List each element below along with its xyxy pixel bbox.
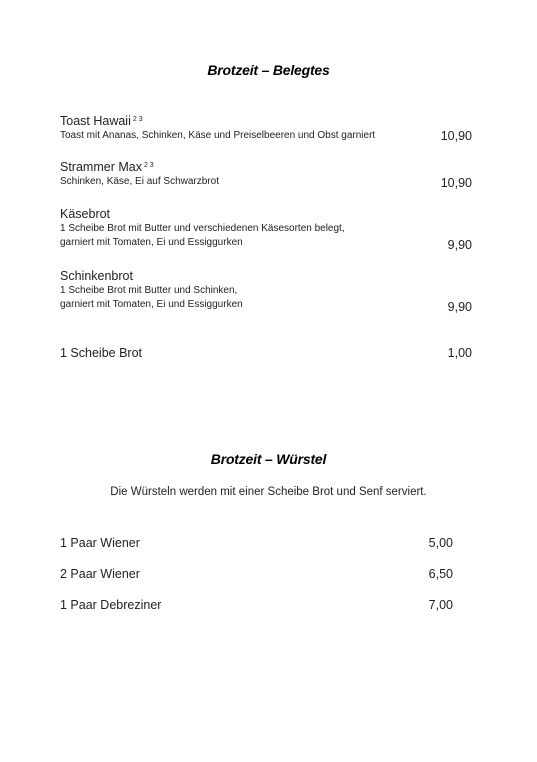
section-note: Die Würsteln werden mit einer Scheibe Brot und Senf serviert. <box>110 486 427 498</box>
item-description-line-1: 1 Scheibe Brot mit Butter und verschiedenen Käsesorten belegt, <box>60 223 345 234</box>
item-price: 9,90 <box>447 238 472 252</box>
item-description: Schinken, Käse, Ei auf Schwarzbrot <box>60 176 219 187</box>
item-description: Toast mit Ananas, Schinken, Käse und Preiselbeeren und Obst garniert <box>60 130 376 141</box>
allergen-superscript: 2 3 <box>143 162 154 169</box>
item-name-row <box>60 160 480 175</box>
item-name: Käsebrot <box>60 207 111 221</box>
item-price: 5,00 <box>428 536 453 550</box>
menu-item-name: 1 Paar Wiener <box>60 536 140 550</box>
item-name: Schinkenbrot <box>60 269 133 283</box>
item-description-line-2: garniert mit Tomaten, Ei und Essiggurken <box>60 237 243 248</box>
item-name-row <box>60 114 480 129</box>
item-price: 6,50 <box>428 567 453 581</box>
section-title-wuerstel: Brotzeit – Würstel <box>210 451 327 467</box>
item-description-line-1: 1 Scheibe Brot mit Butter und Schinken, <box>60 285 238 296</box>
item-description-line-2: garniert mit Tomaten, Ei und Essiggurken <box>60 299 243 310</box>
allergen-superscript: 2 3 <box>132 116 143 123</box>
item-price: 10,90 <box>440 129 472 143</box>
item-name: Strammer Max <box>60 160 142 174</box>
item-name: 1 Scheibe Brot <box>60 346 142 360</box>
item-price: 10,90 <box>440 176 472 190</box>
menu-item-name: 2 Paar Wiener <box>60 567 140 581</box>
item-price: 7,00 <box>428 598 453 612</box>
menu-item-name: 1 Paar Debreziner <box>60 598 162 612</box>
item-price: 9,90 <box>447 300 472 314</box>
item-price: 1,00 <box>447 346 472 360</box>
section-title-belegtes: Brotzeit – Belegtes <box>207 62 330 78</box>
item-name: Toast Hawaii <box>60 114 131 128</box>
